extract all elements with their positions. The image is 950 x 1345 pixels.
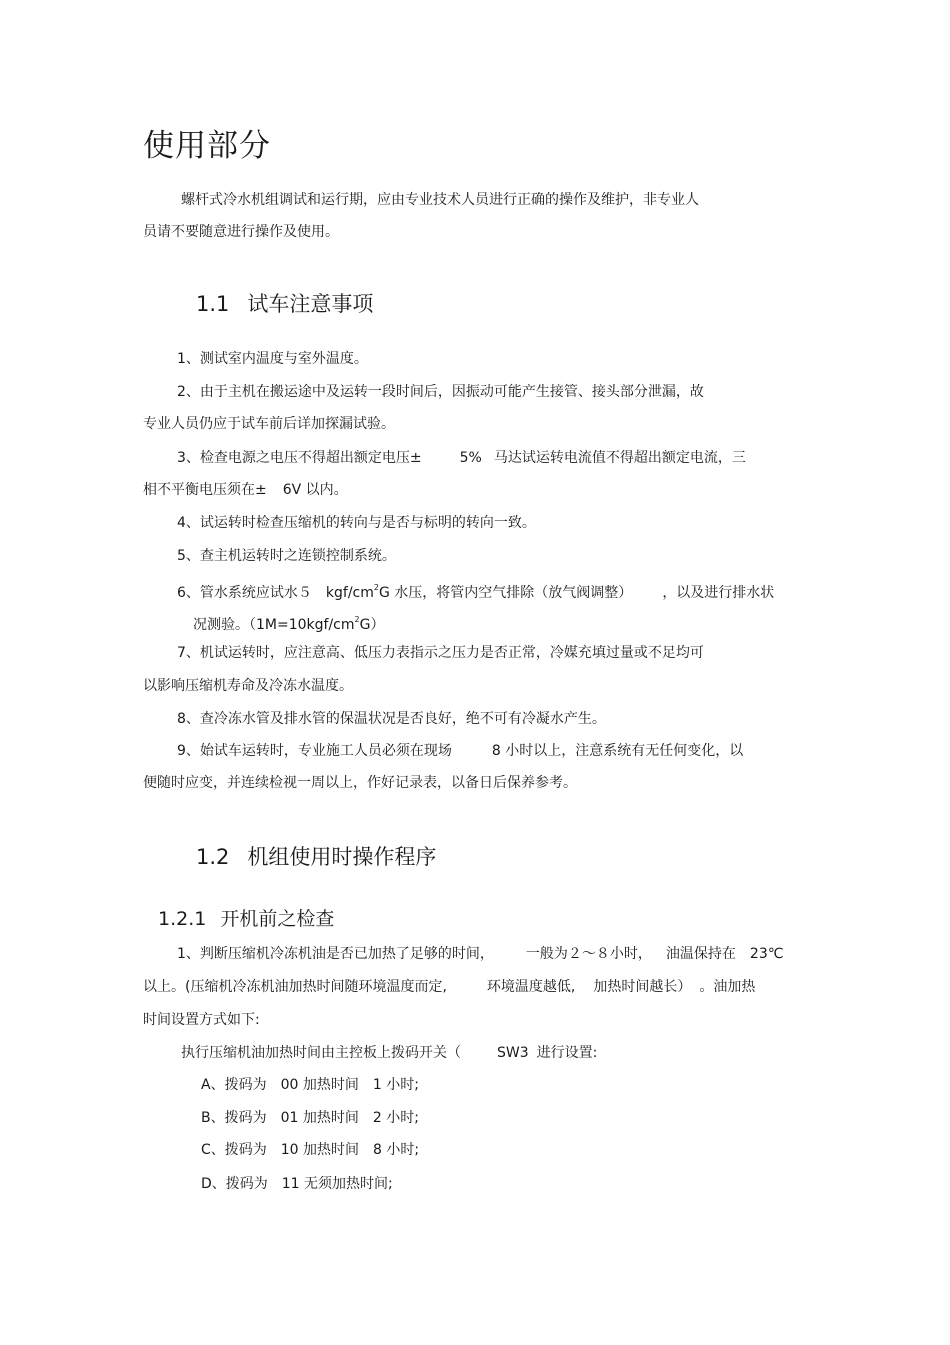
section-heading-1-2 <box>196 841 436 871</box>
text-run: 1、判断压缩机冷冻机油是否已加热了足够的时间， <box>177 946 494 962</box>
section-number: 1.1 <box>196 292 230 316</box>
item-4: 4、试运转时检查压缩机的转向与是否与标明的转向一致。 <box>177 515 536 531</box>
option-d: D、拨码为 11 无须加热时间; <box>201 1176 393 1192</box>
text-run: 加热时间越长） <box>593 979 692 995</box>
text-run: 马达试运转电流值不得超出额定电流，三 <box>493 450 746 466</box>
item-1: 1、测试室内温度与室外温度。 <box>177 351 368 367</box>
text-run: 相不平衡电压须在± <box>143 482 267 498</box>
superscript: 2 <box>354 615 360 624</box>
step-2 <box>181 1043 597 1063</box>
superscript: 2 <box>373 583 379 592</box>
item-6-line-2 <box>193 610 384 635</box>
section-heading-1-2-1 <box>158 904 334 931</box>
section-number: 1.2 <box>196 845 230 869</box>
text-run: 油温保持在 <box>665 946 736 962</box>
text-run: 23℃ <box>749 946 784 962</box>
text-run: 环境温度越低, <box>486 979 576 995</box>
item-7-line-1: 7、机试运转时，应注意高、低压力表指示之压力是否正常，冷媒充填过量或不足均可 <box>177 645 704 661</box>
item-2-line-2: 专业人员仍应于试车前后详加探漏试验。 <box>143 416 395 432</box>
text-run: G 水压，将管内空气排除（放气阀调整） <box>379 585 633 601</box>
item-2-line-1: 2、由于主机在搬运途中及运转一段时间后，因振动可能产生接管、接头部分泄漏，故 <box>177 384 704 400</box>
item-7-line-2: 以影响压缩机寿命及冷冻水温度。 <box>143 678 353 694</box>
text-run: SW3 <box>497 1045 529 1061</box>
item-8: 8、查冷冻水管及排水管的保温状况是否良好，绝不可有冷凝水产生。 <box>177 711 606 727</box>
intro-line-1: 螺杆式冷水机组调试和运行期，应由专业技术人员进行正确的操作及维护，非专业人 <box>181 192 699 208</box>
step-1-line-2 <box>143 977 755 997</box>
text-run: 执行压缩机油加热时间由主控板上拨码开关（ <box>181 1045 461 1061</box>
section-title: 机组使用时操作程序 <box>247 845 437 869</box>
text-run: 况测验。（1M=10kgf/cm <box>193 617 355 633</box>
option-c: C、拨码为 10 加热时间 8 小时; <box>201 1142 420 1158</box>
option-a: A、拨码为 00 加热时间 1 小时; <box>201 1077 419 1093</box>
text-run: 6V 以内。 <box>282 482 348 498</box>
step-1-line-1 <box>177 944 783 964</box>
intro-line-2: 员请不要随意进行操作及使用。 <box>143 224 339 240</box>
section-heading-1-1 <box>196 288 373 318</box>
text-run: 5% <box>459 450 482 466</box>
text-run: 。油加热 <box>699 979 756 995</box>
text-run: 3、检查电源之电压不得超出额定电压± <box>177 450 422 466</box>
section-title: 试车注意事项 <box>247 292 374 316</box>
text-run: 进行设置: <box>536 1045 598 1061</box>
option-b: B、拨码为 01 加热时间 2 小时; <box>201 1110 419 1126</box>
text-run: 一般为２～８小时， <box>525 946 652 962</box>
section-title: 开机前之检查 <box>220 908 335 930</box>
text-run: 6、管水系统应试水５ <box>177 585 312 601</box>
item-5: 5、查主机运转时之连锁控制系统。 <box>177 548 396 564</box>
section-number: 1.2.1 <box>158 908 207 930</box>
item-3-line-1 <box>177 448 746 468</box>
item-3-line-2 <box>143 480 348 500</box>
text-run: G） <box>359 617 385 633</box>
text-run: kgf/cm <box>325 585 374 601</box>
step-1-line-3: 时间设置方式如下: <box>143 1012 260 1028</box>
page-title: 使用部分 <box>143 128 271 164</box>
text-run: 以上。(压缩机冷冻机油加热时间随环境温度而定, <box>143 979 447 995</box>
text-run: ，以及进行排水状 <box>662 585 775 601</box>
item-9-line-2: 便随时应变，并连续检视一周以上，作好记录表，以备日后保养参考。 <box>143 775 577 791</box>
text-run: 9、始试车运转时，专业施工人员必须在现场 <box>177 743 452 759</box>
text-run: 8 小时以上，注意系统有无任何变化，以 <box>491 743 744 759</box>
item-9-line-1 <box>177 741 743 761</box>
item-6-line-1 <box>177 578 774 603</box>
